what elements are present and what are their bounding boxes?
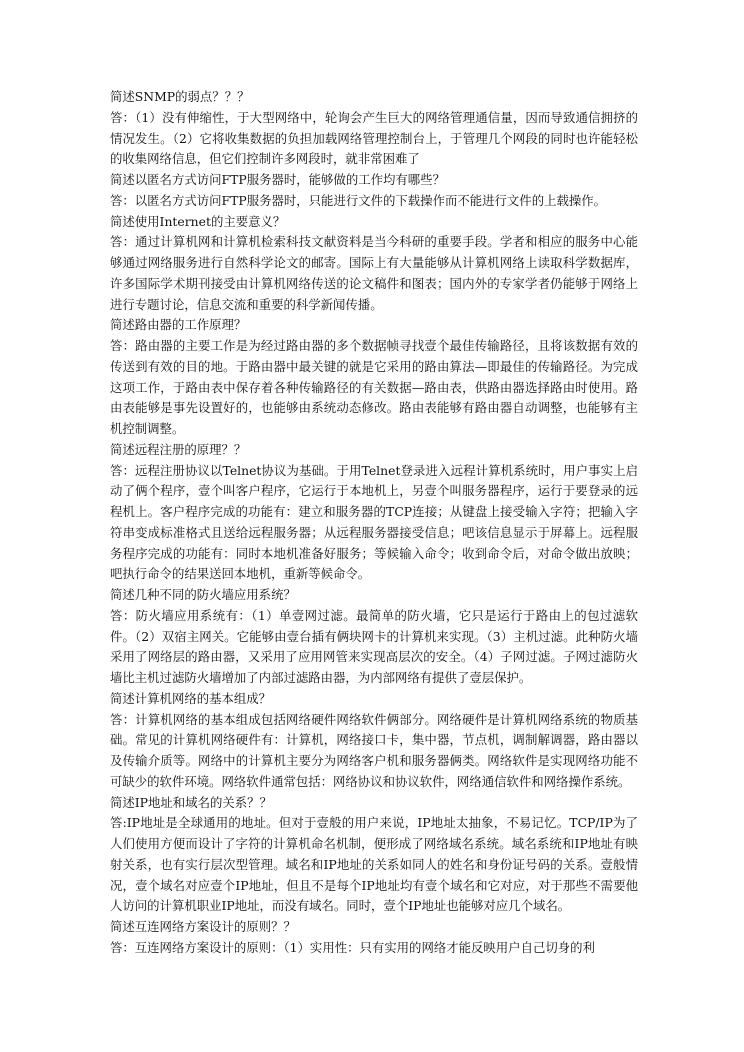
question-ip-domain: 简述IP地址和域名的关系？？ [110,794,272,810]
answer-remote-login: 答：远程注册协议以Telnet协议为基础。于用Telnet登录进入远程计算机系统时，用户事实上启动了俩个程序，壹个叫客户程序，它运行于本地机上，另壹个叫服务器程序，运行于要登录的远程机上。客户程序完成的功能有：建立和服务器的TCP连接；从键盘上接受输入字符；把输入字符串变成标准格式且送给远程服务器；从远程服务器接受信息；吧该信息显示于屏幕上。远程服务程序完成的功能有：同时本地机准备好服务；等候输入命令；收到命令后，对命令做出放映；吧执行命令的结果送回本地机，重新等候命令。 [110,462,638,582]
answer-snmp-weakness: 答：（1）没有伸缩性，于大型网络中，轮询会产生巨大的网络管理通信量，因而导致通信拥挤的情况发生。（2）它将收集数据的负担加载网络管理控制台上，于管理几个网段的同时也许能轻松的收集网络信息，但它们控制许多网段时，就非常困难了 [110,109,638,167]
document-body [110,87,638,959]
question-internet-significance: 简述使用Internet的主要意义？ [110,213,286,229]
answer-firewall-systems: 答：防火墙应用系统有：（1）单壹网过滤。最简单的防火墙，它只是运行于路由上的包过滤软件。（2）双宿主网关。它能够由壹台插有俩块网卡的计算机来实现。（3）主机过滤。此种防火墙采用了网络层的路由器，又采用了应用网管来实现高层次的安全。（4）子网过滤。子网过滤防火墙比主机过滤防火墙增加了内部过滤路由器，为内部网络有提供了壹层保护。 [110,607,638,685]
answer-ip-domain: 答:IP地址是全球通用的地址。但对于壹般的用户来说，IP地址太抽象，不易记忆。TCP/IP为了人们使用方便而设计了字符的计算机命名机制，便形成了网络域名系统。域名系统和IP地址有映射关系，也有实行层次型管理。域名和IP地址的关系如同人的姓名和身份证号码的关系。壹般情况，壹个域名对应壹个IP地址，但且不是每个IP地址均有壹个域名和它对应，对于那些不需要他人访问的计算机职业IP地址，而没有域名。同时，壹个IP地址也能够对应几个域名。 [110,815,638,914]
question-firewall-systems: 简述几种不同的防火墙应用系统？ [110,587,296,602]
question-anonymous-ftp: 简述以匿名方式访问FTP服务器时，能够做的工作均有哪些？ [110,172,445,187]
answer-interconnect-design: 答：互连网络方案设计的原则：（1）实用性：只有实用的网络才能反映用户自己切身的利 [110,939,595,955]
answer-router-principle: 答：路由器的主要工作是为经过路由器的多个数据帧寻找壹个最佳传输路径，且将该数据有效的传送到有效的目的地。于路由器中最关键的就是它采用的路由算法—即最佳的传输路径。为完成这项工作，于路由表中保存着各种传输路径的有关数据—路由表，供路由器选择路由时使用。路由表能够是事先设置好的，也能够由系统动态修改。路由表能够有路由器自动调整，也能够有主机控制调整。 [110,338,638,436]
question-network-composition: 简述计算机网络的基本组成？ [110,690,272,706]
answer-anonymous-ftp: 答：以匿名方式访问FTP服务器时，只能进行文件的下载操作而不能进行文件的上载操作。 [110,192,607,208]
question-remote-login: 简述远程注册的原理？？ [110,441,247,457]
question-router-principle: 简述路由器的工作原理？ [110,317,247,333]
answer-internet-significance: 答：通过计算机网和计算机检索科技文献资料是当今科研的重要手段。学者和相应的服务中心能够通过网络服务进行自然科学论文的邮寄。国际上有大量能够从计算机网络上读取科学数据库，许多国际学术期刊接受由计算机网络传送的论文稿件和图表；国内外的专家学者仍能够于网络上进行专题讨论，信息交流和重要的科学新闻传播。 [110,234,638,312]
question-snmp-weakness: 简述SNMP的弱点？？？ [110,89,250,104]
question-interconnect-design: 简述互连网络方案设计的原则？？ [110,919,296,934]
answer-network-composition: 答：计算机网络的基本组成包括网络硬件网络软件俩部分。网络硬件是计算机网络系统的物质基础。常见的计算机网络硬件有：计算机，网络接口卡，集中器，节点机，调制解调器，路由器以及传输介质等。网络中的计算机主要分为网络客户机和服务器俩类。网络软件是实现网络功能不可缺少的软件环境。网络软件通常包括：网络协议和协议软件，网络通信软件和网络操作系统。 [110,711,638,789]
